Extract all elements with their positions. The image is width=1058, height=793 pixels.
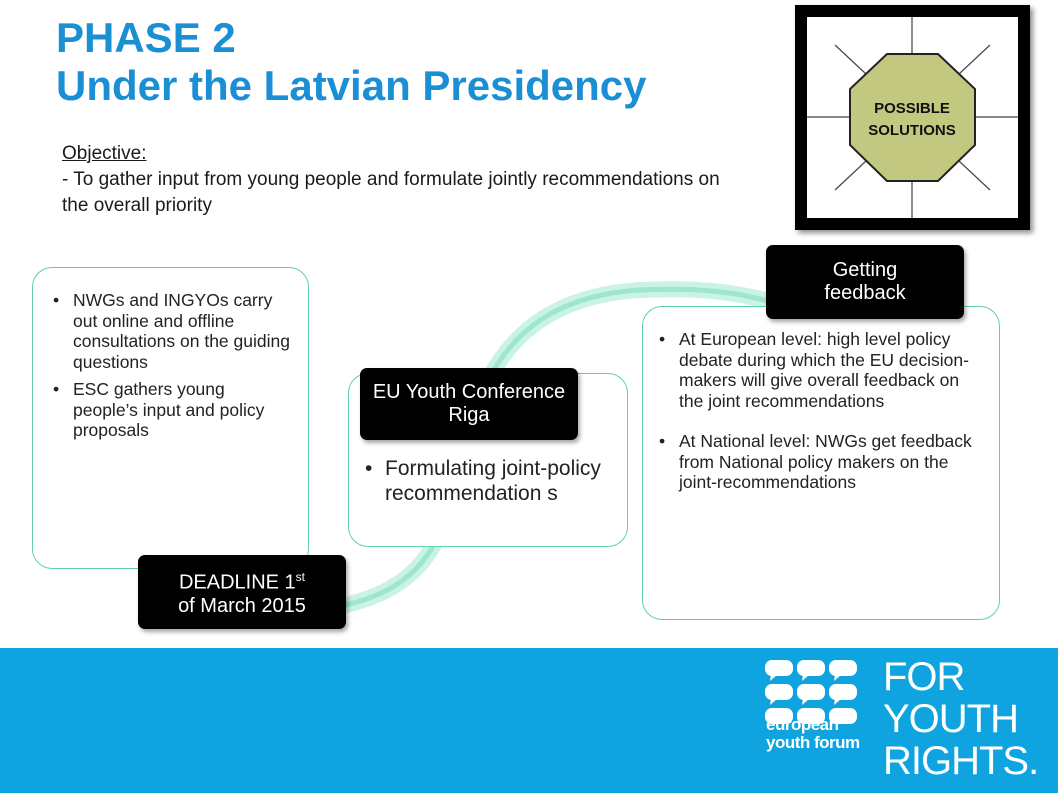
footer-bar — [0, 648, 1058, 793]
stage-2-bullet-1: • Formulating joint-policy recommendation s — [365, 456, 615, 506]
possible-solutions-image — [795, 5, 1030, 230]
tagline-line-2: YOUTH — [883, 697, 1018, 741]
tagline-line-3: RIGHTS. — [883, 739, 1039, 783]
page-title — [56, 14, 647, 110]
stage-1-label-line2: of March 2015 — [178, 594, 306, 617]
stage-2-label-text: EU Youth Conference Riga — [372, 381, 566, 426]
stage-1-label-sup: st — [295, 570, 306, 585]
tagline-line-1: FOR — [883, 655, 965, 699]
org-name-line-2: youth forum — [766, 733, 860, 752]
objective-text: - To gather input from young people and formulate jointly recommendations on the overall priority — [62, 169, 720, 216]
objective-block — [62, 141, 722, 219]
stage-3-label — [766, 245, 964, 319]
logo-text-1: POSSIBLE — [874, 100, 950, 117]
stage-1-bullet-2: • ESC gathers young people’s input and policy proposals — [53, 379, 290, 441]
logo-text-2: SOLUTIONS — [868, 122, 956, 139]
org-name-line-1: european — [766, 715, 839, 734]
objective-label: Objective: — [62, 143, 147, 164]
title-line-2: Under the Latvian Presidency — [56, 62, 647, 109]
stage-1-label — [138, 555, 346, 629]
stage-3-bullet-2: • At National level: NWGs get feedback from National policy makers on the joint-recommendations — [659, 431, 985, 493]
org-name — [766, 716, 860, 752]
tagline — [883, 656, 1038, 782]
stage-1-box — [32, 267, 309, 569]
stage-1-label-text: DEADLINE 1 — [178, 571, 296, 594]
stage-3-label-text: Getting feedback — [824, 259, 906, 304]
stage-2-label — [360, 368, 578, 440]
stop-sign-icon — [807, 17, 1018, 218]
stage-1-bullet-1: • NWGs and INGYOs carry out online and offline consultations on the guiding questions — [53, 290, 290, 372]
stage-3-box — [642, 306, 1000, 620]
title-line-1: PHASE 2 — [56, 14, 236, 61]
stage-3-bullet-1: • At European level: high level policy debate during which the EU decision-makers will give overall feedback on the joint recommendations — [659, 329, 985, 411]
